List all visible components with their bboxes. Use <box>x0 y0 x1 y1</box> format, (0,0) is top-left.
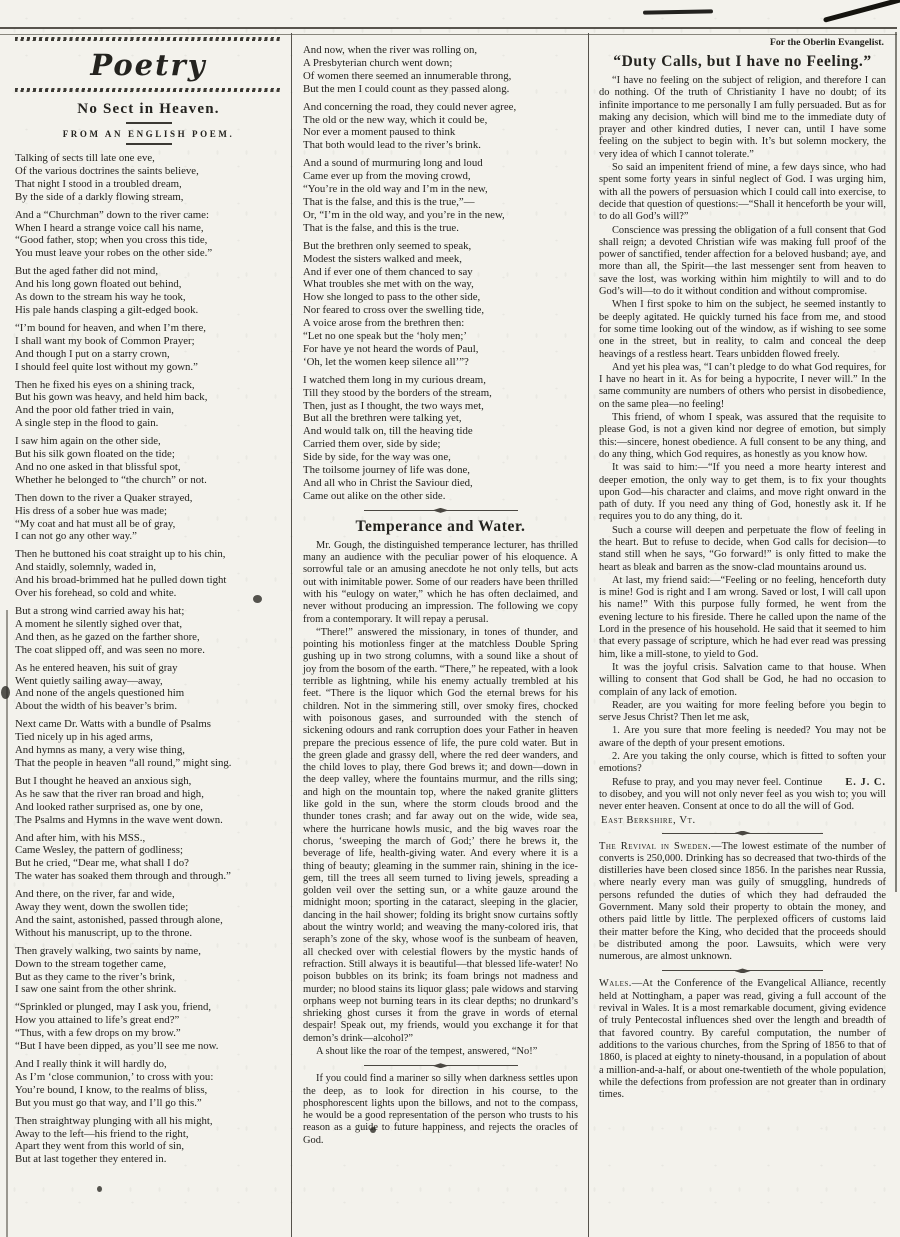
poem-line: By the side of a darkly flowing stream, <box>15 190 184 203</box>
poem-stanza <box>15 775 282 827</box>
poem-line: And staidly, solemnly, waded in, <box>15 561 157 574</box>
poem-line: Came Wesley, the pattern of godliness; <box>15 844 183 857</box>
temperance-article-body <box>303 540 578 1058</box>
poem-line: Away they went, down the swollen tide; <box>15 901 189 914</box>
poem-line: His dress of a sober hue was made; <box>15 504 168 517</box>
poem-line: That is the false, and this is the true,”— <box>303 195 475 208</box>
poem-stanza <box>15 832 282 884</box>
poem-line: And then, as he gazed on the farther shore, <box>15 630 200 643</box>
poem-line: A moment he silently sighed over that, <box>15 617 183 630</box>
paragraph: 1. Are you sure that more feeling is needed? You may not be aware of the depth of your present emotions. <box>599 725 886 749</box>
author-initials: E. J. C. <box>845 776 886 788</box>
poem-line: And hymns as many, a very wise thing, <box>15 744 185 757</box>
column-layout <box>10 33 892 1237</box>
column-3 <box>589 33 892 1237</box>
wavy-rule-top <box>15 37 282 41</box>
closing-text: Refuse to pray, and you may never feel. Continue to disobey, and you will not only never feel as you wish to; you will never enter heaven. Consent at once to do all the will of God. <box>599 776 886 813</box>
poem-line: For have ye not heard the words of Paul, <box>303 342 479 355</box>
poem-stanza <box>303 240 578 369</box>
poem-line: But as they came to the river’s brink, <box>15 970 175 983</box>
poem-line: Modest the sisters walked and meek, <box>303 252 462 265</box>
paragraph: Conscience was pressing the obligation of a full consent that God shall reign; a devoted Christian wife was making full proof of the power of sanctified, tender affection for a beloved husband; aye, and more than all, the Spirit—the last messenger sent from heaven to save the lost, was working within him mightily to will and to do God’s will—to do it without condition and without compromise. <box>599 224 886 298</box>
poem-line: And his long gown floated out behind, <box>15 278 182 291</box>
paragraph: A shout like the roar of the tempest, answered, “No!” <box>316 1045 538 1057</box>
poem-line: And looked rather surprised as, one by one, <box>15 800 203 813</box>
paragraph: “I have no feeling on the subject of religion, and therefore I can do nothing. Of the truth of Christianity I have no doubt; of its infinite importance to me personally I am fully persuaded. But as for making any decision, which will bind me to the immediate duty of prayer and other kindred duties, I never can, until I have some feeling on the subject to begin with. It’s but solemn mockery, the very idea of which I cannot tolerate.” <box>599 75 886 160</box>
poem-line: I watched them long in my curious dream, <box>303 373 486 386</box>
poem-line: The Psalms and Hymns in the wave went down. <box>15 813 223 826</box>
mariner-filler-paragraph: If you could find a mariner so silly when darkness settles upon the deep, as to look for direction in his course, to the phosphorescent lights upon the billows, and not to the compass, he would be a good representation of the person who trusts to his reason as a guide to future happiness, and rejects the oracles of God. <box>303 1073 578 1146</box>
poem-line: You’re bound, I know, to the realms of bliss, <box>15 1083 208 1096</box>
poem-line: Then down to the river a Quaker strayed, <box>15 491 193 504</box>
ink-blot <box>1 686 10 699</box>
poem-line: Went quietly sailing away—away, <box>15 674 163 687</box>
paragraph: It was the joyful crisis. Salvation came to that house. When willing to consent that God shall be God, he had no occasion to complain of any lack of emotion. <box>599 661 886 698</box>
poem-stanza <box>15 379 282 431</box>
poem-line: As down to the stream his way he took, <box>15 291 186 304</box>
poem-line: But his gown was heavy, and held him back, <box>15 391 208 404</box>
paragraph: When I first spoke to him on the subject, he seemed instantly to be deeply agitated. He quickly turned his face from me, and stood for some time looking out of the window, as if wishing to see some one in the street, but in reality, to calm and conceal the deep heavings of a restless heart. Tears unbidden flowed freely. <box>599 299 886 360</box>
poem-line: Then gravely walking, two saints by name, <box>15 944 201 957</box>
poem-line: The old or the new way, which it could be, <box>303 113 488 126</box>
news-text: —At the Conference of the Evangelical Alliance, recently held at Nottingham, a paper was read, giving a full account of the revival in Wales. It is a most remarkable document, giving evidence of truly Pentecostal influences shed over the length and breadth of that favored country. By careful computation, the number of additions to the various churches, from the Spring of 1856 to that of 1860, is placed at eighty to ninety-thousand, in a population of about a million-and-a-half, or about one-twentieth of the whole population, while the defections from profession are not greater than in ordinary times. <box>599 978 886 1101</box>
poem-stanza <box>15 209 282 261</box>
poem-line: “Sprinkled or plunged, may I ask you, friend, <box>15 1001 212 1014</box>
poem-line: Down to the stream together came, <box>15 957 167 970</box>
poem-line: I should feel quite lost without my gown.” <box>15 360 198 373</box>
poem-body-column-1 <box>15 152 282 1166</box>
poem-line: And the saint, astonished, passed through alone, <box>15 913 223 926</box>
poem-line: Carried them over, side by side; <box>303 438 441 451</box>
poem-line: Came out alike on the other side. <box>303 489 446 502</box>
poem-stanza <box>303 44 578 96</box>
poetry-section-masthead: Poetry <box>90 48 207 82</box>
poem-line: And a “Churchman” down to the river came: <box>15 208 209 221</box>
poem-stanza <box>15 1115 282 1167</box>
poem-stanza <box>15 265 282 317</box>
poem-line: “I’m bound for heaven, and when I’m there, <box>15 321 206 334</box>
ink-mark-bar <box>643 9 713 14</box>
page-edge-rule-left <box>6 610 8 1237</box>
poem-stanza <box>15 662 282 714</box>
poem-line: “Good father, stop; when you cross this tide, <box>15 234 208 247</box>
poem-line: And though I put on a starry crown, <box>15 347 170 360</box>
poem-line: And I really think it will hardly do, <box>15 1058 167 1070</box>
poem-line: “But I have been dipped, as you’ll see me now. <box>15 1040 219 1053</box>
poem-line: A Presbyterian church went down; <box>303 56 453 69</box>
poem-line: But he cried, “Dear me, what shall I do? <box>15 857 189 870</box>
article-credit-line: For the Oberlin Evangelist. <box>769 37 884 48</box>
poem-line: Next came Dr. Watts with a bundle of Psalms <box>15 718 211 731</box>
poem-line: Came ever up from the moving crowd, <box>303 170 471 183</box>
poem-stanza <box>15 718 282 770</box>
poem-stanza <box>15 605 282 657</box>
poem-stanza <box>15 1001 282 1053</box>
poem-line: Then straightway plunging with all his might, <box>15 1114 213 1127</box>
page-edge-rule-right <box>895 32 897 892</box>
poem-line: What troubles she met with on the way, <box>303 278 474 291</box>
poem-line: But I thought he heaved an anxious sigh, <box>15 774 192 787</box>
poem-line: That the people in heaven “all round,” might sing. <box>15 756 232 769</box>
duty-article-body <box>599 75 886 776</box>
poem-stanza <box>15 492 282 544</box>
poem-line: That is the false, and this is the true. <box>303 221 459 234</box>
poem-attribution: FROM AN ENGLISH POEM. <box>62 129 235 139</box>
poem-line: Nor ever a moment paused to think <box>303 126 456 139</box>
wavy-rule-bottom <box>15 88 282 92</box>
section-divider <box>364 510 518 511</box>
short-rule <box>126 143 172 145</box>
poem-line: I saw him again on the other side, <box>15 435 161 448</box>
section-divider <box>364 1065 518 1066</box>
duty-closing-paragraph <box>599 777 886 814</box>
paragraph: It was said to him:—“If you need a more hearty interest and deeper emotion, the only way to get them, is to fix your thoughts upon God—his character and claims, and move right onward in the path of duty. If you need any thing of God, honestly ask it. If he requires you to do any thing, do it. <box>599 462 886 523</box>
poem-stanza <box>15 548 282 600</box>
poem-line: How she longed to pass to the other side, <box>303 291 481 304</box>
poem-line: As he entered heaven, his suit of gray <box>15 661 178 674</box>
poem-line: And a sound of murmuring long and loud <box>303 157 483 170</box>
short-rule <box>126 122 172 124</box>
poem-stanza <box>15 945 282 997</box>
news-item-sweden <box>599 841 886 964</box>
poem-line: I saw one saint from the other shrink. <box>15 983 177 996</box>
poem-line: As I’m ‘close communion,’ to cross with you: <box>15 1070 214 1083</box>
column-1 <box>10 33 291 1237</box>
poem-line: You must leave your robes on the other side.” <box>15 247 213 260</box>
news-lead: The Revival in Sweden. <box>599 840 712 852</box>
news-lead: Wales. <box>599 978 632 990</box>
poem-line: Side by side, for the way was one, <box>303 451 451 464</box>
paragraph: At last, my friend said:—“Feeling or no feeling, henceforth duty is mine! God is right and I am wrong. Saved or lost, I will call upon his name!” With this purpose fully formed, he went from the evening lecture to his fireside. There he called upon the name of the Lord in the presence of his household. He said that it seemed to him that every passage of scripture, which he had ever read was pressing him, like a mill-stone, to yield to God. <box>599 574 886 660</box>
poem-body-column-2 <box>303 44 578 503</box>
poem-line: Then, just as I thought, the two ways met, <box>303 399 484 412</box>
poem-stanza <box>15 322 282 374</box>
poem-line: But at last together they entered in. <box>15 1153 167 1166</box>
poem-line: Of the various doctrines the saints believe, <box>15 164 199 177</box>
poem-line: But his silk gown floated on the tide; <box>15 448 175 461</box>
duty-article-title: “Duty Calls, but I have no Feeling.” <box>613 53 872 70</box>
poem-line: Then he buttoned his coat straight up to his chin, <box>15 548 226 561</box>
poem-line: Without his manuscript, up to the throne. <box>15 926 193 939</box>
poem-line: Then he fixed his eyes on a shining track, <box>15 378 195 391</box>
poem-line: Or, “I’m in the old way, and you’re in the new, <box>303 208 505 221</box>
poem-line: And if ever one of them chanced to say <box>303 265 473 278</box>
paragraph: Such a course will deepen and perpetuate the flow of feeling in the heart. But to refuse to decide, when God calls for decision—to stand still when he says, “Go forward!” is only fitted to make the heart as bleak and barren as the snow-clad mountains around us. <box>599 524 886 573</box>
poem-line: “My coat and hat must all be of gray, <box>15 517 176 530</box>
poem-line: Whether he belonged to “the church” or not. <box>15 473 207 486</box>
poem-line: A single step in the flood to gain. <box>15 417 159 430</box>
poem-stanza <box>15 1058 282 1110</box>
poem-line: ‘Oh, let the women keep silence all’”? <box>303 355 469 368</box>
poem-line: Till they stood by the borders of the stream, <box>303 386 492 399</box>
poem-line: Of women there seemed an innumerable throng, <box>303 69 512 82</box>
poem-line: As he saw that the river ran broad and high, <box>15 787 204 800</box>
poem-line: Tied nicely up in his aged arms, <box>15 731 153 744</box>
poem-stanza <box>15 435 282 487</box>
poem-line: And his broad-brimmed hat he pulled down tight <box>15 574 227 587</box>
poem-line: Talking of sects till late one eve, <box>15 152 155 164</box>
news-text: —The lowest estimate of the number of converts is 250,000. Drinking has so decreased that two-thirds of the distilleries have been closed since 1856. In the parishes near Russia, where nearly every man was guily of smuggling, hundreds of persons refunded the duties of which they had defrauded the Government. Many sold their property to obtain the money, and others paid little by little. The perplexed officers of customs laid their matter before the King, who decided that the proceeds should be distributed among the poor. Lawsuits, which were very numerous, are almost unknown. <box>599 840 886 963</box>
paragraph: “There!” answered the missionary, in tones of thunder, and pointing his motionless finger at the matchless Double Spring gushing up in two strong columns, with a sound like a shout of joy from the bosom of the earth. “There,” he repeated, with a look terrible as lightning, while his enemy actually trembled at his feet. “There is the liquor which God the eternal brews for his children. Not in the simmering still, over smoky fires, chocked with poisonous gases, and surrounded with the stench of sickening odours and rank corruption does your Father in heaven prepare the precious essence of life, the pure cold water. But in the green glade and grassy dell, where the red deer wanders, and the child loves to play, there God brews it; and down—down in the deep valley, where the fountains murmur, and the rills sing; and high on the mountain top, where the naked granite glitters like gold in the sun, where the storm clouds brood and the thunder tones crash; and far away out on the wide, wide sea, where the hurricane howls music, and the big waves roar the chorus, ‘sweeping the march of God;’ there he brews it, the beverage of life, health-giving water. And every where it is a thing of beauty; gleaming in the summer rain, shining in the ice-gem, till the trees all seem turned to living jewels, spreading a golden veil over the setting sun, or a white gauze around the midnight moon; sporting in the cataract, sleeping in the glacier, dancing in the hail shower; folding its bright snow curtains softly about the wintry world; and weaving the many-colored iris, that seraph’s zone of the sky, whose woof is the sunbeam of heaven, all checked over with celestial flowers by the mystic hands of refraction. Still always it is beautiful—that blessed life-water! No poison bubbles on its brink; its foam brings not madness and murder; no blood stains its liquor glass; pale widows and starving orphans weep not burning tears in its clear depths; no drunkard’s shrieking ghost curses it from the grave in words of eternal despair! Speak out, my friends, would you exchange it for that demon’s drink—alcohol?” <box>303 626 578 1044</box>
temperance-article-title: Temperance and Water. <box>355 517 526 535</box>
poem-line: How you attained to life’s great end?” <box>15 1014 180 1027</box>
poem-line: But the men I could count as they passed along. <box>303 82 510 95</box>
paragraph: And yet his plea was, “I can’t pledge to do what God requires, for I have no heart in it. As for being a hypocrite, I never will.” In the same community are numbers of others who persist in disobedience, on the same plea—no feeling! <box>599 361 886 410</box>
poem-line: The toilsome journey of life was done, <box>303 464 471 477</box>
poem-stanza <box>303 374 578 503</box>
poem-line: And now, when the river was rolling on, <box>303 44 478 56</box>
poem-line: I shall want my book of Common Prayer; <box>15 334 195 347</box>
column-2 <box>291 33 589 1237</box>
section-divider <box>662 970 823 971</box>
poem-line: And the poor old father tried in vain, <box>15 404 174 417</box>
poem-line: Away to the left—his friend to the right, <box>15 1127 189 1140</box>
poem-stanza <box>303 157 578 234</box>
paragraph: 2. Are you taking the only course, which is fitted to soften your emotions? <box>599 751 886 775</box>
paragraph: This friend, of whom I speak, was assured that the requisite to please God, is not a given kind nor degree of emotion, but simply this:—sincere, honest obedience. A full consent to be any thing, and do any thing, which God requires, as honestly as you know how. <box>599 412 886 460</box>
poem-line: Over his forehead, so cold and white. <box>15 587 177 600</box>
poem-line: And no one asked in that blissful spot, <box>15 460 181 473</box>
poem-line: But the brethren only seemed to speak, <box>303 239 472 252</box>
dateline: East Berkshire, Vt. <box>601 814 696 826</box>
poem-line: And after him, with his MSS., <box>15 831 146 844</box>
poem-line: Nor feared to cross over the swelling tide, <box>303 304 485 317</box>
poem-stanza <box>15 152 282 204</box>
poem-line: And would talk on, till the heaving tide <box>303 425 473 438</box>
paragraph: Mr. Gough, the distinguished temperance lecturer, has thrilled many an audience with the peculiar power of his eloquence. A sorrowful tale or an amusing anecdote he not only tells, but acts out with inimitable power. Some of our readers have been thrilled with his “eulogy on water,” which he has often declaimed, and never without producing an impression. The following we copy from a contemporary. It will repay a perusal. <box>303 539 578 625</box>
poem-line: When I heard a strange voice call his name, <box>15 221 204 234</box>
section-divider <box>662 833 823 834</box>
poem-line: And none of the angels questioned him <box>15 687 185 700</box>
poem-line: About the width of his beaver’s brim. <box>15 700 178 713</box>
poem-line: That both would lead to the river’s brink. <box>303 139 481 152</box>
poem-line: But all the brethren were talking yet, <box>303 412 462 425</box>
poem-line: The water has soaked them through and through.” <box>15 870 231 883</box>
poem-line: “You’re in the old way and I’m in the new, <box>303 183 488 196</box>
ink-mark-diagonal <box>823 0 900 23</box>
poem-stanza <box>15 888 282 940</box>
poem-line: “Thus, with a few drops on my brow.” <box>15 1027 181 1040</box>
poem-line: And concerning the road, they could never agree, <box>303 100 517 113</box>
poem-line: But a strong wind carried away his hat; <box>15 605 185 617</box>
poem-line: The coat slipped off, and was seen no more. <box>15 643 205 656</box>
poem-title: No Sect in Heaven. <box>77 101 220 117</box>
poem-line: “Let no one speak but the ‘holy men;’ <box>303 330 468 343</box>
poem-line: I can not go any other way.” <box>15 530 137 543</box>
poem-line: But you must go that way, and I’ll go this.” <box>15 1096 202 1109</box>
news-item-wales <box>599 978 886 1101</box>
poem-line: Apart they went from this world of sin, <box>15 1140 185 1153</box>
paragraph: So said an impenitent friend of mine, a few days since, who had spent some forty years in sinful neglect of God. I was urging him, with all the powers of persuasion which I could call into exercise, to decide that question of questions:—“Shall it henceforth be your will, to do all God’s will?” <box>599 162 886 223</box>
poem-line: And all who in Christ the Saviour died, <box>303 477 473 489</box>
poem-line: That night I stood in a troubled dream, <box>15 177 182 190</box>
poem-line: A voice arose from the brethren then: <box>303 317 465 330</box>
paragraph: Reader, are you waiting for more feeling before you begin to serve Jesus Christ? Then let me ask, <box>599 699 886 724</box>
poem-line: His pale hands clasping a gilt-edged book. <box>15 303 199 316</box>
poem-stanza <box>303 101 578 153</box>
poem-line: And there, on the river, far and wide, <box>15 888 175 901</box>
poem-line: But the aged father did not mind, <box>15 265 159 278</box>
